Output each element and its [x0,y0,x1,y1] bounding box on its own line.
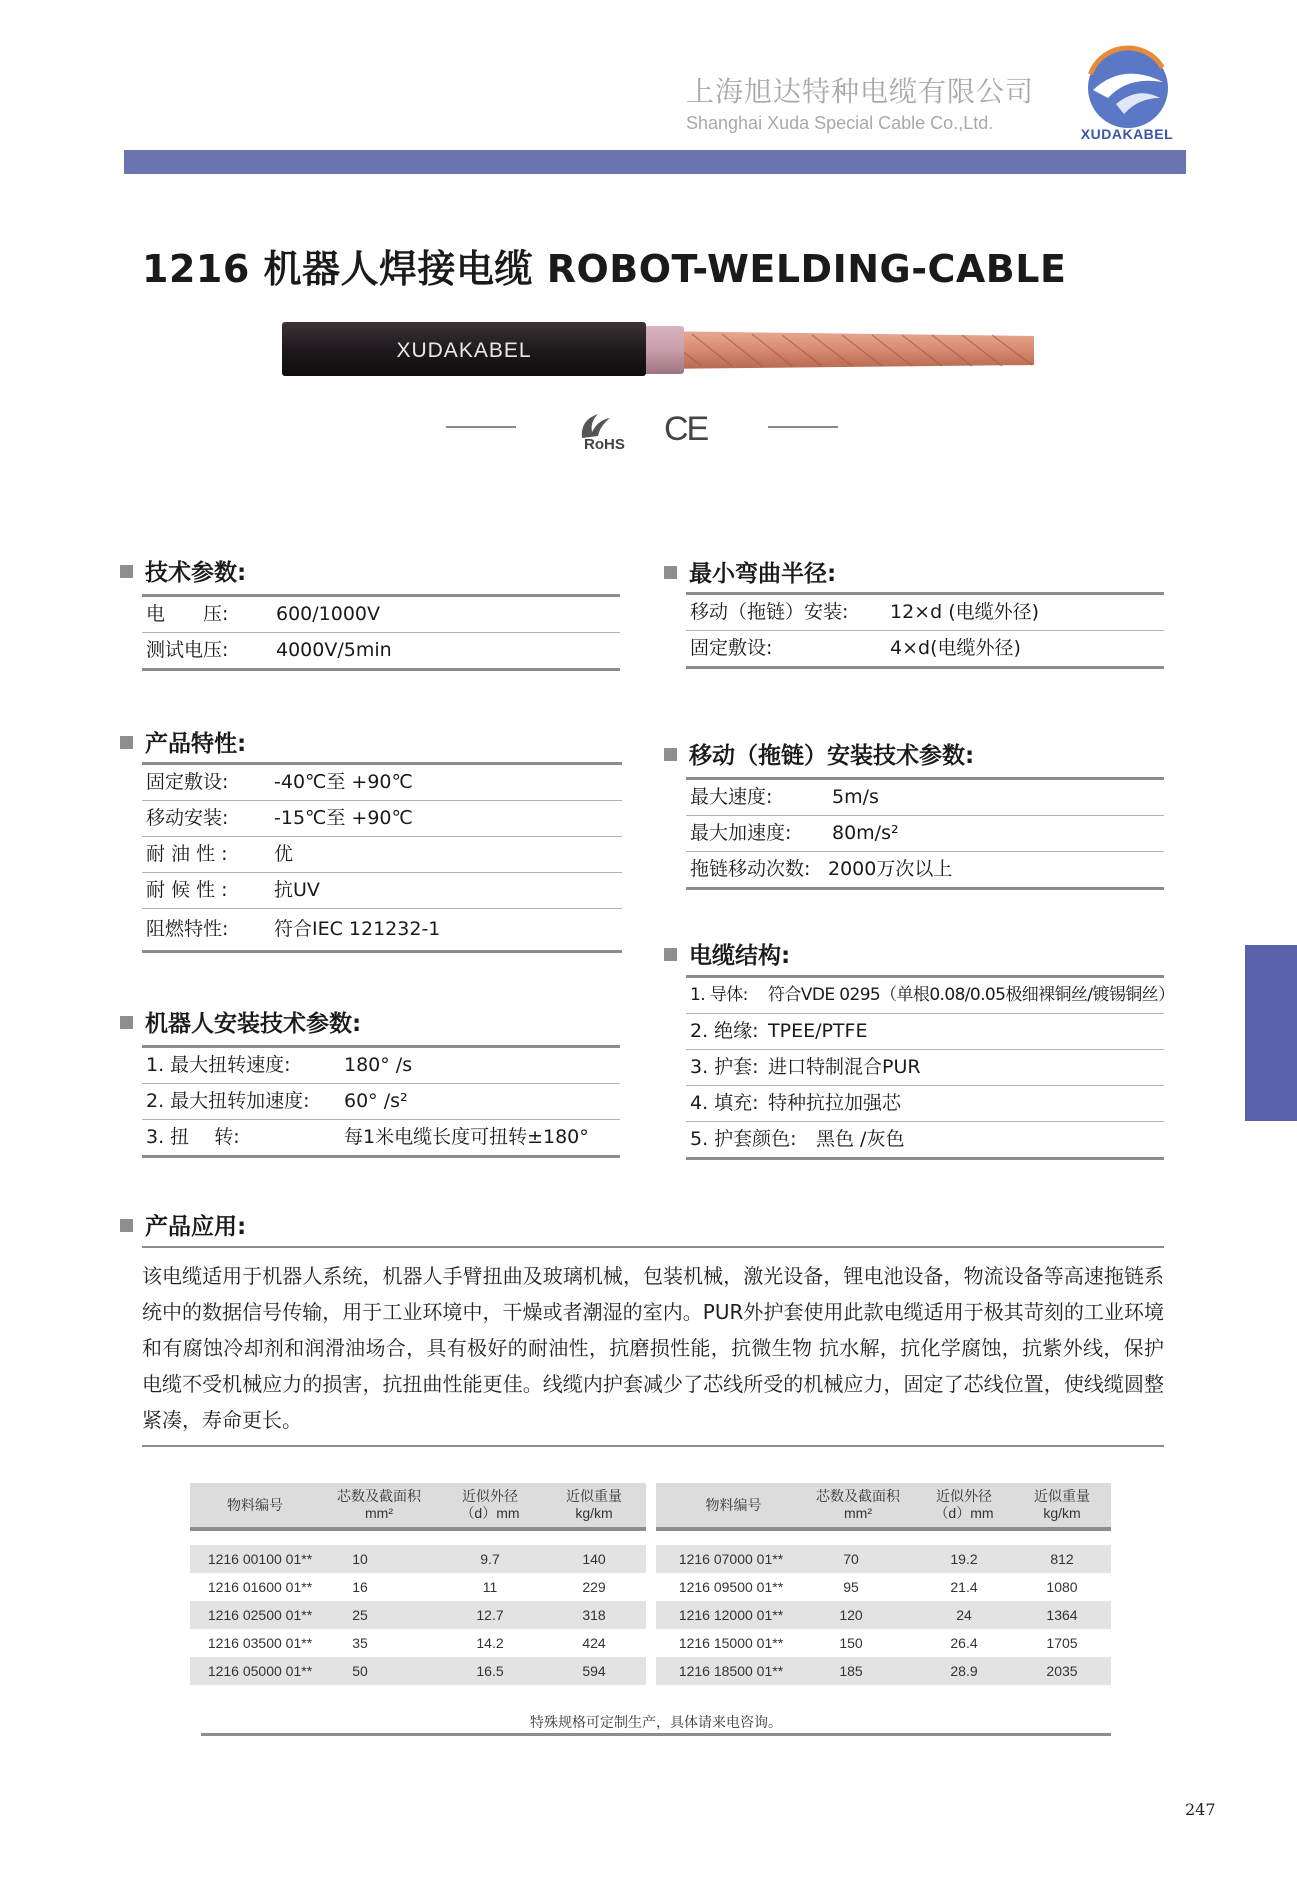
table-row: 1. 最大扭转速度: 180° /s [146,1054,413,1076]
page-title: 1216 机器人焊接电缆 ROBOT-WELDING-CABLE [142,247,1067,291]
cable-sheath-text: XUDAKABEL [396,339,532,362]
application-divider [142,1246,1164,1248]
divider-right [768,426,838,428]
spec-table-right [656,1483,1111,1685]
bullet-square [664,748,677,761]
section-bend-radius-title: 最小弯曲半径: [664,555,836,588]
table-row: 2. 绝缘: TPEE/PTFE [686,1013,1164,1049]
header-cell: 物料编号 [227,1497,283,1513]
table-row: 耐 油 性 : 优 [142,836,622,872]
table-row: 阻燃特性: 符合IEC 121232-1 [142,908,622,950]
spec-table-left [190,1483,646,1685]
table-row: 最大速度: 5m/s [690,786,879,808]
spec-table-header [190,1483,646,1531]
table-row: 电 压: 600/1000V [146,603,381,625]
table-row: 1. 导体: 符合VDE 0295（单根0.08/0.05极细裸铜丝/镀锡铜丝） [690,985,1175,1005]
table-row: 2. 最大扭转加速度: 60° /s² [142,1083,620,1119]
table-row: 1216 01600 01** 16 11 229 [207,1579,606,1595]
company-name-cn: 上海旭达特种电缆有限公司 [686,75,1035,108]
application-text: 该电缆适用于机器人系统，机器人手臂扭曲及玻璃机械，包装机械，激光设备，锂电池设备，物流设备等高速拖链系统中的数据信号传输，用于工业环境中，干燥或者潮湿的室内。PUR外护套使用此款电缆适用于极其苛刻的工业环境和有腐蚀冷却剂和润滑油场合，具有极好的耐油性，抗磨损性能，抗微生物 抗水解，抗化学腐蚀，抗紫外线，保护电缆不受机械应力的损害，抗扭曲性能更佳。线缆内护套减少了芯线所受的机械应力，固定了芯线位置，使线缆圆整紧凑，寿命更长。 [142,1264,1164,1432]
table-row: 移动（拖链）安装: 12×d (电缆外径) [690,601,1040,623]
table-row: 5. 护套颜色: 黑色 /灰色 [686,1121,1164,1157]
section-application-title: 产品应用: [120,1208,246,1241]
logo-text: XUDAKABEL [1080,126,1174,142]
side-tab-marker [1245,945,1297,1121]
company-name-en: Shanghai Xuda Special Cable Co.,Ltd. [686,113,994,133]
table-row: 测试电压: 4000V/5min [142,632,620,668]
page-number: 247 [1185,1800,1216,1819]
header-cell: 芯数及截面积 mm² [337,1488,421,1521]
table-row: 固定敷设: 4×d(电缆外径) [686,630,1164,666]
table-row: 1216 18500 01** 185 28.9 2035 [656,1657,1111,1685]
cable-image [282,322,1038,376]
table-row: 固定敷设: -40℃至 +90℃ [146,771,413,793]
section-chain-params-title: 移动（拖链）安装技术参数: [664,737,974,770]
table-row: 1216 05000 01** 50 16.5 594 [190,1657,646,1685]
section-structure-title: 电缆结构: [664,937,790,970]
bullet-square [120,736,133,749]
divider-left [446,426,516,428]
table-row: 1216 15000 01** 150 26.4 1705 [678,1635,1078,1651]
table-row: 3. 扭 转: 每1米电缆长度可扭转±180° [142,1119,620,1155]
table-row: 4. 填充: 特种抗拉加强芯 [686,1085,1164,1121]
section-robot-params-title: 机器人安装技术参数: [120,1005,361,1038]
table-row: 移动安装: -15℃至 +90℃ [142,800,622,836]
features-table [142,762,622,953]
section-tech-params-title: 技术参数: [120,554,246,587]
section-features-title: 产品特性: [120,725,246,758]
header-cell: 物料编号 [705,1497,762,1513]
spec-table-bottom-rule [201,1733,1111,1736]
header-cell: 芯数及截面积 mm² [816,1488,900,1521]
table-row: 1216 00100 01** 10 9.7 140 [190,1545,646,1573]
svg-text:RoHS: RoHS [584,436,625,452]
bullet-square [120,1219,133,1232]
spec-table-header [656,1483,1111,1531]
header-cell: 近似外径 （d）mm [934,1488,994,1521]
spec-table-note: 特殊规格可定制生产，具体请来电咨询。 [530,1715,782,1731]
rohs-icon [576,408,644,452]
structure-table [686,975,1175,1160]
tech-params-table [142,594,620,671]
table-row: 最大加速度: 80m/s² [686,815,1164,851]
robot-params-table [142,1045,620,1158]
bullet-square [120,565,133,578]
header-cell: 近似重量 kg/km [1034,1488,1090,1521]
header-bar [124,150,1186,174]
bullet-square [664,948,677,961]
bend-radius-table [686,592,1164,669]
bullet-square [120,1016,133,1029]
header-cell: 近似重量 kg/km [566,1488,622,1521]
table-row: 1216 02500 01** 25 12.7 318 [190,1601,646,1629]
chain-params-table [686,777,1164,890]
bullet-square [664,566,677,579]
header-cell: 近似外径 （d）mm [460,1488,520,1521]
table-row: 1216 03500 01** 35 14.2 424 [207,1635,606,1651]
table-row: 1216 09500 01** 95 21.4 1080 [678,1579,1078,1595]
table-row: 1216 07000 01** 70 19.2 812 [656,1545,1111,1573]
table-row: 1216 12000 01** 120 24 1364 [656,1601,1111,1629]
table-row: 耐 候 性 : 抗UV [142,872,622,908]
table-row: 拖链移动次数: 2000万次以上 [686,851,1164,887]
ce-mark: CE [664,410,708,448]
table-row: 3. 护套: 进口特制混合PUR [686,1049,1164,1085]
application-bottom-rule [142,1445,1164,1447]
